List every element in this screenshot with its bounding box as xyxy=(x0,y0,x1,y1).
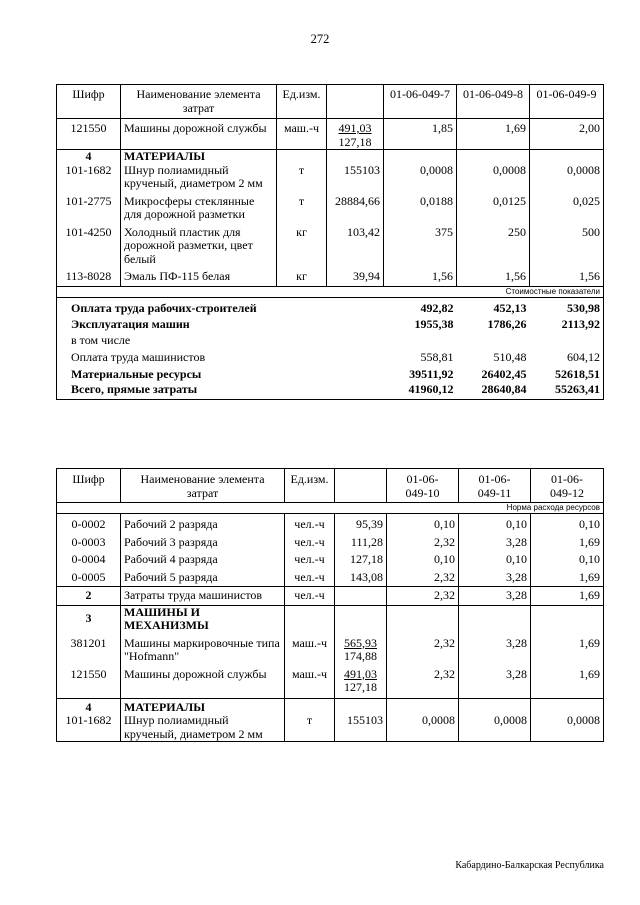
header-unit: Ед.изм. xyxy=(277,85,327,119)
summary-row: Оплата труда машинистов 558,81 510,48 604,12 xyxy=(57,347,604,365)
header-unit: Ед.изм. xyxy=(285,469,335,503)
resource-table-2 xyxy=(56,468,604,742)
footer-region: Кабардино-Балкарская Республика xyxy=(455,860,604,871)
table-row: 113-8028 Эмаль ПФ-115 белая кг 39,94 1,56 1,56 1,56 xyxy=(57,266,604,286)
table-row: 381201 Машины маркировочные типа "Hofmann" маш.-ч 565,93 174,88 2,32 3,28 1,69 xyxy=(57,633,604,664)
header-code: Шифр xyxy=(57,469,121,503)
section-row: 3 МАШИНЫ И МЕХАНИЗМЫ xyxy=(57,605,604,633)
table-row: 121550 Машины дорожной службы маш.-ч 491,03 127,18 1,85 1,69 2,00 xyxy=(57,119,604,150)
table-row: 2 Затраты труда машинистов чел.-ч 2,32 3,28 1,69 xyxy=(57,587,604,606)
header-price xyxy=(327,85,384,119)
section-row: 4 МАТЕРИАЛЫ xyxy=(57,698,604,714)
table-row: 101-1682 Шнур полиамидный крученый, диаметром 2 мм т 155103 0,0008 0,0008 0,0008 xyxy=(57,714,604,742)
table-row: 101-1682 Шнур полиамидный крученый, диаметром 2 мм т 155103 0,0008 0,0008 0,0008 xyxy=(57,164,604,191)
cost-indicators-row: Стоимостные показатели xyxy=(57,286,604,297)
header-price xyxy=(335,469,387,503)
resource-table-1 xyxy=(56,84,604,400)
table-row: 0-0005 Рабочий 5 разряда чел.-ч 143,08 2,32 3,28 1,69 xyxy=(57,567,604,587)
header-col-1: 01-06-049-10 xyxy=(387,469,459,503)
table-row: 0-0004 Рабочий 4 разряда чел.-ч 127,18 0,10 0,10 0,10 xyxy=(57,549,604,567)
norm-label-row: Норма расхода ресурсов xyxy=(57,503,604,514)
table-header-row xyxy=(57,85,604,119)
page-number: 272 xyxy=(310,32,330,46)
header-name: Наименование элемента затрат xyxy=(121,85,277,119)
table-row: 0-0002 Рабочий 2 разряда чел.-ч 95,39 0,10 0,10 0,10 xyxy=(57,514,604,532)
header-col-2: 01-06-049-8 xyxy=(457,85,530,119)
header-name: Наименование элемента затрат xyxy=(121,469,285,503)
header-col-3: 01-06-049-12 xyxy=(531,469,604,503)
header-code: Шифр xyxy=(57,85,121,119)
table-row: 101-2775 Микросферы стеклянные для дорожной разметки т 28884,66 0,0188 0,0125 0,025 xyxy=(57,191,604,222)
table-row: 0-0003 Рабочий 3 разряда чел.-ч 111,28 2,32 3,28 1,69 xyxy=(57,532,604,550)
summary-row: Материальные ресурсы 39511,92 26402,45 52618,51 xyxy=(57,365,604,382)
header-col-2: 01-06-049-11 xyxy=(459,469,531,503)
section-row: 4 МАТЕРИАЛЫ xyxy=(57,150,604,164)
summary-row: Оплата труда рабочих-строителей 492,82 452,13 530,98 xyxy=(57,297,604,315)
table-header-row xyxy=(57,469,604,503)
table-row: 101-4250 Холодный пластик для дорожной разметки, цвет белый кг 103,42 375 250 500 xyxy=(57,222,604,267)
header-col-1: 01-06-049-7 xyxy=(384,85,457,119)
summary-row: Эксплуатация машин 1955,38 1786,26 2113,92 xyxy=(57,315,604,332)
summary-row: Всего, прямые затраты 41960,12 28640,84 55263,41 xyxy=(57,381,604,399)
summary-row: в том числе xyxy=(57,332,604,348)
table-row: 121550 Машины дорожной службы маш.-ч 491,03 127,18 2,32 3,28 1,69 xyxy=(57,664,604,699)
header-col-3: 01-06-049-9 xyxy=(530,85,604,119)
